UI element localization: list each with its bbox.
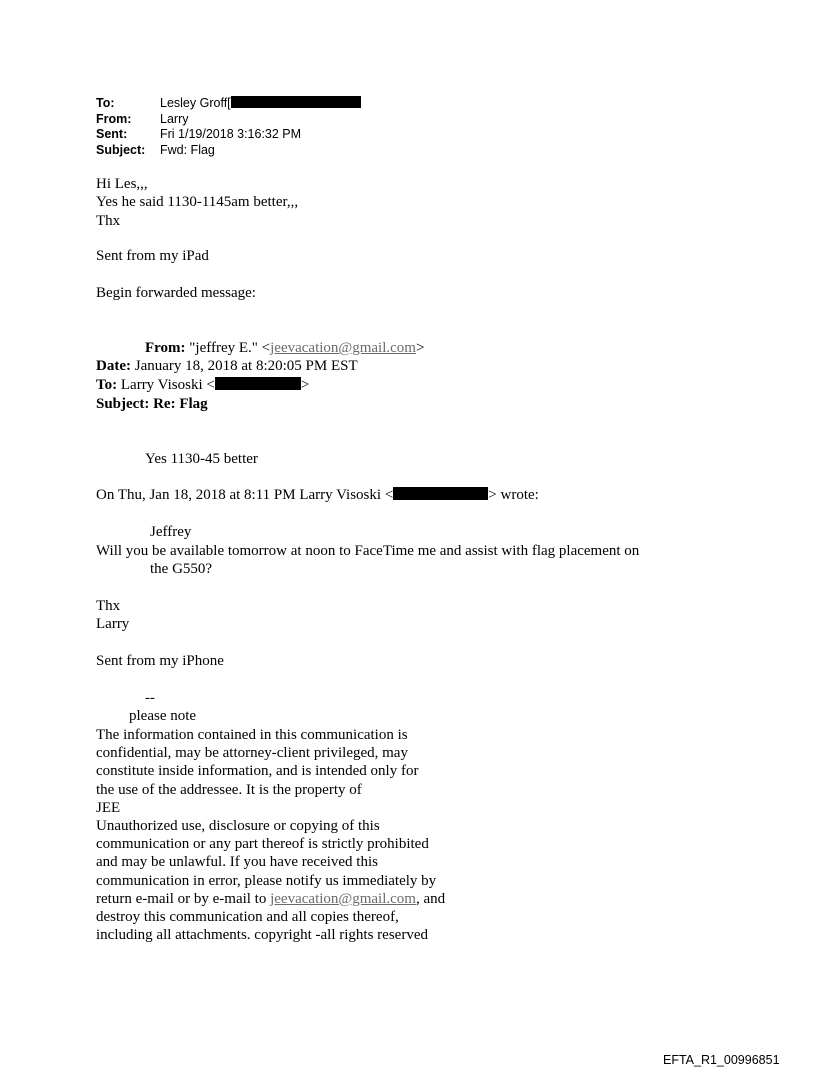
fwd-from-name: "jeffrey E." < xyxy=(185,340,271,356)
disclaimer-line: including all attachments. copyright -all rights reserved xyxy=(96,927,428,944)
header-to-row xyxy=(96,96,361,112)
disclaimer-line: the use of the addressee. It is the property of xyxy=(96,781,362,798)
fwd-subject-line: Subject: Re: Flag xyxy=(96,396,208,412)
disclaimer-line: Unauthorized use, disclosure or copying of this xyxy=(96,818,380,835)
disclaimer-line: destroy this communication and all copies thereof, xyxy=(96,909,399,926)
fwd-to-label: To: xyxy=(96,377,118,393)
fwd-reply: Yes 1130-45 better xyxy=(145,451,258,467)
fwd-date-label: Date: xyxy=(96,358,131,374)
message-body xyxy=(96,175,298,230)
quoted-header-line xyxy=(96,487,539,504)
to-value: Lesley Groff[ xyxy=(160,96,231,110)
redaction-bar xyxy=(215,377,301,390)
fwd-date-value: January 18, 2018 at 8:20:05 PM EST xyxy=(130,358,358,374)
subject-value: Fwd: Flag xyxy=(160,142,215,157)
quoted-thx: Thx xyxy=(96,598,121,614)
header-subject-row xyxy=(96,143,361,159)
body-line: Yes he said 1130-1145am better,,, xyxy=(96,194,299,211)
header-sent-row xyxy=(96,127,361,143)
sent-from-ipad: Sent from my iPad xyxy=(96,248,209,264)
please-note: please note xyxy=(129,708,197,724)
disclaimer-text-part: return e-mail or by e-mail to xyxy=(96,890,271,907)
signature-dashes: -- xyxy=(145,690,155,706)
fwd-to-close: > xyxy=(300,377,310,393)
greeting: Hi Les,,, xyxy=(96,176,148,192)
disclaimer-line: constitute inside information, and is intended only for xyxy=(96,763,419,780)
disclaimer-line: and may be unlawful. If you have received this xyxy=(96,854,378,871)
fwd-from-label: From: xyxy=(145,340,186,356)
disclaimer-text-part: , and xyxy=(415,890,446,907)
fwd-from-line xyxy=(145,340,424,357)
disclaimer-line: communication or any part thereof is strictly prohibited xyxy=(96,836,429,853)
from-value: Larry xyxy=(160,111,189,126)
fwd-to-value: Larry Visoski < xyxy=(117,377,215,393)
body-line: Thx xyxy=(96,212,121,229)
disclaimer-text xyxy=(96,726,445,944)
fwd-from-close: > xyxy=(415,340,425,356)
sent-value: Fri 1/19/2018 3:16:32 PM xyxy=(160,127,302,141)
redaction-bar xyxy=(231,96,361,108)
quoted-signature: Larry xyxy=(96,616,130,632)
begin-forwarded: Begin forwarded message: xyxy=(96,285,256,301)
quoted-question-cont: the G550? xyxy=(150,561,213,577)
subject-label: Subject: xyxy=(96,142,146,157)
quoted-name: Jeffrey xyxy=(150,524,192,540)
redaction-bar xyxy=(393,487,488,500)
sent-from-iphone: Sent from my iPhone xyxy=(96,653,224,669)
quoted-header-text: On Thu, Jan 18, 2018 at 8:11 PM Larry Visoski < xyxy=(96,487,394,503)
disclaimer-line: JEE xyxy=(96,799,121,816)
quoted-question: Will you be available tomorrow at noon to FaceTime me and assist with flag placement on xyxy=(96,543,640,559)
email-header xyxy=(96,96,361,158)
fwd-date-line xyxy=(96,358,358,375)
fwd-from-email-link[interactable]: jeevacation@gmail.com xyxy=(270,340,416,356)
from-label: From: xyxy=(96,111,132,126)
disclaimer-line xyxy=(96,890,445,908)
disclaimer-line: communication in error, please notify us immediately by xyxy=(96,872,437,889)
disclaimer-line: The information contained in this communication is xyxy=(96,727,408,743)
disclaimer-line: confidential, may be attorney-client privileged, may xyxy=(96,745,408,762)
header-from-row xyxy=(96,112,361,128)
to-label: To: xyxy=(96,96,115,110)
disclaimer-email-link[interactable]: jeevacation@gmail.com xyxy=(270,890,416,907)
document-id-footer: EFTA_R1_00996851 xyxy=(663,1053,780,1067)
quoted-header-wrote: > wrote: xyxy=(488,487,539,503)
sent-label: Sent: xyxy=(96,127,128,141)
fwd-to-line xyxy=(96,377,309,394)
